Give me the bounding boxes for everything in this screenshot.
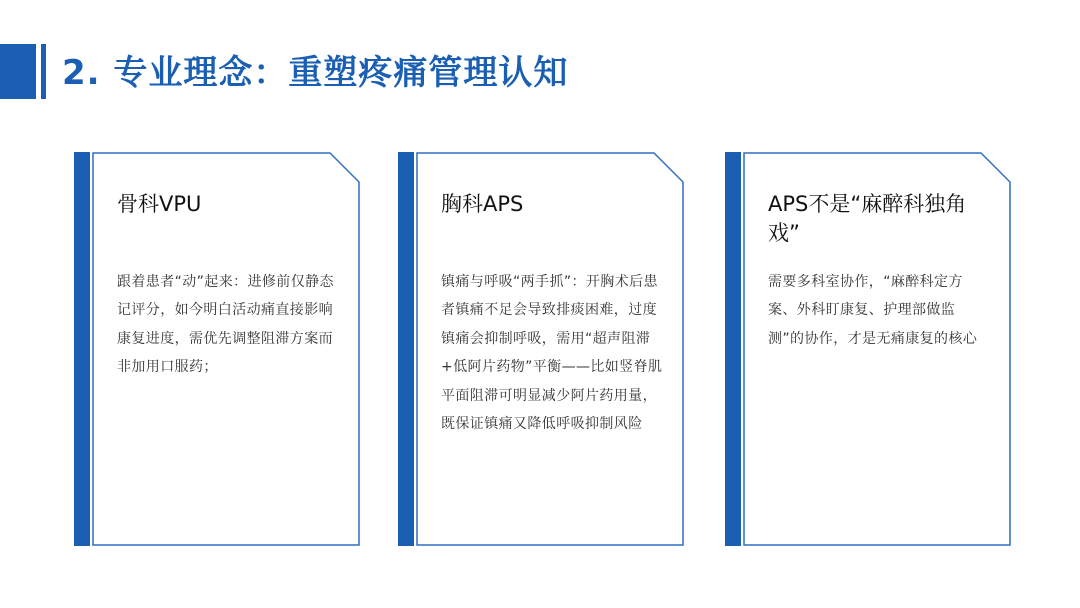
card-body: 需要多科室协作，“麻醉科定方案、外科盯康复、护理部做监测”的协作，才是无痛康复的核心: [768, 274, 978, 347]
card-body: 跟着患者“动”起来：进修前仅静态记评分，如今明白活动痛直接影响康复进度，需优先调整阻滞方案而非加用口服药；: [117, 274, 334, 376]
card-accent-bar: [74, 152, 90, 546]
card-orthopedics-vpu: [74, 152, 360, 546]
card-heading: APS不是“麻醉科独角戏”: [768, 192, 967, 245]
card-thoracic-aps: [398, 152, 684, 546]
card-accent-bar: [398, 152, 414, 546]
title-accent-bar: [0, 44, 36, 99]
title-accent-line: [41, 44, 46, 99]
card-body: 镇痛与呼吸“两手抓”：开胸术后患者镇痛不足会导致排痰困难，过度镇痛会抑制呼吸，需用“超声阻滞+低阿片药物”平衡——比如竖脊肌平面阻滞可明显减少阿片药用量，既保证镇痛又降低呼吸抑制风险: [441, 274, 663, 433]
page-title: 2. 专业理念：重塑疼痛管理认知: [62, 53, 569, 93]
card-heading: 胸科APS: [441, 192, 524, 216]
card-aps-collaboration: [725, 152, 1011, 546]
card-accent-bar: [725, 152, 741, 546]
card-heading: 骨科VPU: [117, 192, 202, 216]
